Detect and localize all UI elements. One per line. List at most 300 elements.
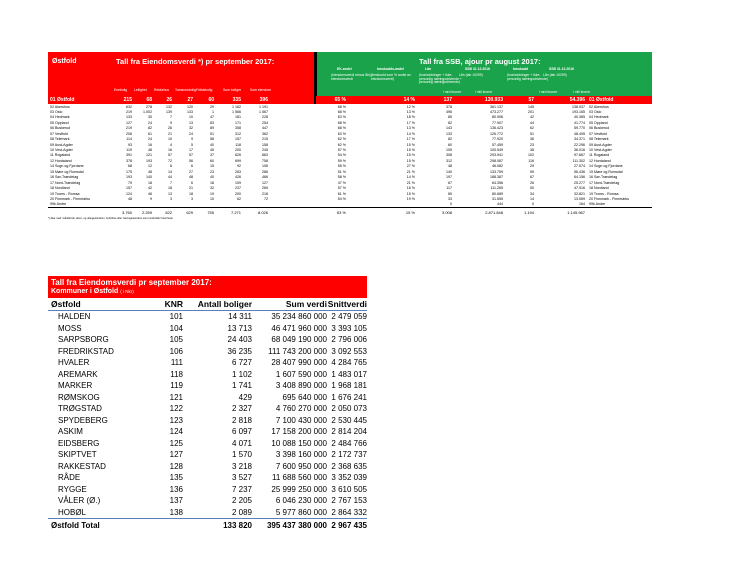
subtitle-text: Kommuner i Østfold [51, 288, 119, 295]
antall-boliger: 429 [238, 392, 252, 402]
row-name: 02 Akershus [50, 104, 70, 109]
knr: 104 [169, 323, 183, 333]
row-name: 04 Hedmark [50, 115, 70, 120]
vertical-divider [314, 52, 316, 104]
cell: 7 [170, 115, 172, 120]
cell: 24 [148, 137, 152, 142]
cell: 47.916 [574, 186, 585, 191]
cell: 3.008 [441, 209, 452, 215]
cell: 378 [446, 104, 452, 109]
table-row [48, 484, 367, 496]
cell: 34.371 [574, 137, 585, 142]
cell: 6 [191, 180, 193, 185]
eiendomsverdi-column-headers [48, 88, 314, 96]
cell: 48.495 [574, 131, 585, 136]
cell: 15 % [405, 209, 415, 215]
ssb-column-sub: (husholdninger + ikke-personlig næringsdrivende + personlig næringsdrivende) [419, 73, 462, 85]
antall-boliger: 2 205 [231, 496, 252, 505]
cell: 126.772 [490, 131, 503, 136]
cell: 40 [210, 175, 214, 180]
municipality-column-headers [48, 298, 367, 311]
row-name: 16 Sør-Trøndelag [50, 175, 79, 180]
national-sum-row [48, 207, 652, 216]
header-name: Østfold [51, 299, 81, 309]
cell: 8.026 [257, 209, 268, 215]
municipality-name: AREMARK [58, 369, 98, 379]
cell: 60 [210, 158, 214, 163]
municipality-name: VÅLER (Ø.) [58, 496, 101, 505]
cell: 14 % [406, 175, 415, 180]
cell: 42 [148, 186, 152, 191]
cell: 72 [168, 158, 172, 163]
column-header: Sum boliger [223, 88, 242, 92]
table-row [48, 392, 367, 404]
cell: 26 [530, 180, 534, 185]
cell: 57.459 [492, 142, 503, 147]
cell: 15 % [406, 148, 415, 152]
row-name-right: 09 Aust-Agder [589, 142, 612, 147]
sum-verdi: 46 471 960 000 [271, 323, 327, 333]
row-name-right: 11 Rogaland [589, 153, 610, 158]
ssb-header [317, 52, 652, 96]
ssb-title: Tall fra SSB, ajour pr august 2017: [419, 57, 541, 66]
cell: 361.137 [490, 104, 503, 109]
row-name-right: 07 Vestfold [589, 131, 607, 136]
ssb-column-sub: (husholdninger + ikke-personlig næringsdrivende) [507, 73, 549, 81]
table-row [48, 472, 367, 484]
cell: 82 [448, 137, 452, 142]
municipality-name: HOBØL [58, 507, 87, 517]
cell: 193 [126, 175, 132, 180]
cell: 1.145.967 [567, 209, 585, 215]
cell: 15 % [406, 142, 415, 147]
cell: 626 [235, 153, 241, 158]
cell: 54 % [337, 153, 346, 158]
snittverdi: 3 393 105 [331, 323, 367, 333]
ssb-column-headers [317, 66, 652, 96]
cell: 68 % [337, 104, 346, 109]
cell: 32.821 [574, 191, 585, 196]
municipality-name: EIDSBERG [58, 438, 100, 448]
cell: 15 % [406, 191, 415, 196]
cell: 68 % [337, 126, 346, 131]
header-snitt: Snittverdi [327, 299, 367, 309]
cell: 378 [126, 158, 132, 163]
municipality-name: RYGGE [58, 484, 87, 494]
cell: 466 [262, 175, 268, 180]
sum-verdi: 17 158 200 000 [271, 427, 327, 436]
row-name: 20 Finnmark - Finnmárku [50, 196, 91, 201]
cell: 30 [148, 115, 152, 120]
table-row [48, 495, 367, 507]
antall-boliger: 1 102 [231, 369, 252, 379]
cell: 10 [168, 137, 172, 142]
cell: 54 % [337, 196, 346, 201]
sum-verdi: 7 100 430 000 [275, 415, 327, 425]
antall-boliger: 36 235 [227, 346, 252, 356]
cell: 48 [189, 175, 193, 180]
table-row [48, 507, 367, 519]
row-name-right: 16 Sør-Trøndelag [589, 175, 618, 180]
ssb-column-sub: (eiendomsverdi minus lån) / eiendomsverdi [331, 73, 373, 81]
cell: 62 % [337, 142, 346, 147]
column-header: Rekkehus [154, 88, 170, 92]
cell: 93 [128, 142, 132, 147]
cell: 31.555 [492, 196, 503, 201]
cell: 117 [446, 186, 452, 191]
cell: 38 [530, 148, 534, 152]
region-label: Østfold [52, 58, 77, 65]
cell: 9 [191, 137, 193, 142]
cell: 278 [146, 104, 152, 109]
cell: 237 [235, 186, 241, 191]
cell: 13 [189, 120, 193, 125]
sum-verdi: 35 234 860 000 [271, 312, 327, 321]
cell: 663 [262, 153, 268, 158]
subtitle-unit: ( i Nkr) [120, 289, 134, 294]
cell: 755 [207, 209, 214, 215]
header-antall: Antall boliger [197, 299, 252, 309]
cell: 18 [210, 180, 214, 185]
cell: 72 [264, 196, 268, 201]
row-name: 12 Hordaland [50, 158, 72, 163]
cell: 15 % [406, 153, 415, 158]
sum-verdi: 10 088 150 000 [271, 438, 327, 448]
cell: 64.156 [574, 175, 585, 180]
knr: 127 [169, 450, 183, 459]
municipality-name: SARPSBORG [58, 335, 109, 344]
cell: 62 [237, 196, 241, 201]
row-name: 99k Andre [50, 202, 67, 207]
cell: 158 [262, 142, 268, 147]
cell: 14 % [406, 131, 415, 136]
knr: 101 [169, 312, 183, 321]
cell: 62 [530, 126, 534, 131]
sum-verdi: 6 046 230 000 [275, 496, 327, 505]
knr: 123 [169, 415, 183, 425]
cell: 140 [446, 169, 452, 174]
row-name: 09 Aust-Agder [50, 142, 73, 147]
cell: 27 % [406, 164, 415, 169]
row-name: 18 Nordland [50, 186, 70, 191]
cell: 57 [168, 153, 172, 158]
cell: 215 [262, 137, 268, 142]
cell: 13 % [406, 126, 415, 131]
cell: 473.277 [490, 109, 503, 114]
cell: 3 [191, 196, 193, 201]
antall-boliger: 133 820 [223, 520, 252, 530]
cell: 14 [168, 169, 172, 174]
knr: 111 [170, 358, 183, 367]
antall-boliger: 1 570 [231, 450, 252, 459]
cell: 67 [448, 180, 452, 185]
cell: 67 [530, 175, 534, 180]
snittverdi: 2 967 435 [331, 520, 367, 530]
cell: 699 [235, 158, 241, 163]
cell: 9 [170, 120, 172, 125]
sum-verdi: 695 640 000 [282, 392, 327, 402]
cell: 139 [166, 109, 172, 114]
cell: 181 [235, 115, 241, 120]
municipality-name: RÅDE [58, 473, 81, 482]
sum-verdi: 1 607 590 000 [275, 369, 327, 379]
cell: 9 [150, 196, 152, 201]
cell: 193 [146, 158, 152, 163]
cell: 61 % [337, 191, 346, 196]
ssb-column-header: SSB 31.12.2016 [465, 67, 490, 71]
antall-boliger: 2 818 [231, 415, 252, 425]
cell: 298.087 [490, 158, 503, 163]
cell: 13 [168, 191, 172, 196]
cell: 44 [530, 120, 534, 125]
row-name-right: 05 Oppland [589, 120, 608, 125]
cell: 29 [530, 164, 534, 169]
unit-label: i mill kroner [573, 90, 591, 94]
header-banner [48, 52, 652, 96]
cell: 23 [530, 142, 534, 147]
cell: 2.871.848 [485, 209, 503, 215]
cell: 48 [448, 164, 452, 169]
cell: 132 [166, 104, 172, 109]
table-row [48, 323, 367, 335]
cell: 120 [187, 104, 193, 109]
cell: 58 [210, 137, 214, 142]
row-name: 15 Møre og Romsdal [50, 169, 84, 174]
ssb-column-header: SSB 31.12.2016 [549, 67, 574, 71]
cell: 293.941 [490, 153, 503, 158]
cell: 105 [446, 148, 452, 152]
cell: 12 % [406, 104, 415, 109]
cell: 136.423 [490, 126, 503, 131]
cell: 13.069 [574, 196, 585, 201]
cell: 36.016 [574, 148, 585, 152]
row-name-right: 06 Buskerud [589, 126, 610, 131]
cell: 7.271 [230, 209, 241, 215]
cell: 41.774 [574, 120, 585, 125]
cell: 15 [210, 164, 214, 169]
cell: 193.165 [572, 109, 585, 114]
snittverdi: 2 767 153 [331, 496, 367, 505]
row-name: 05 Oppland [50, 120, 69, 125]
cell: 118 [235, 142, 241, 147]
cell: 19 % [406, 196, 415, 201]
cell: 17 [189, 148, 193, 152]
knr: 128 [169, 461, 183, 471]
row-name-right: 01 Østfold [589, 97, 614, 103]
cell: 36 [530, 137, 534, 142]
sum-verdi: 25 999 250 000 [271, 484, 327, 494]
snittverdi: 2 479 059 [331, 312, 367, 321]
row-name: 10 Vest-Agder [50, 148, 73, 152]
cell: 1 567 [259, 109, 268, 114]
column-header: Sum eiendom [250, 88, 271, 92]
knr: 119 [170, 381, 183, 390]
cell: 22.296 [574, 142, 585, 147]
cell: 100.549 [490, 148, 503, 152]
cell: 201 [528, 109, 534, 114]
cell: 10 [210, 196, 214, 201]
unit-label: i mill kroner [475, 90, 493, 94]
cell: 56 [189, 158, 193, 163]
cell: 145 [528, 104, 534, 109]
cell: 245 [262, 148, 268, 152]
row-name-right: 19 Troms - Romsa [589, 191, 619, 196]
cell: 64.356 [492, 180, 503, 185]
snittverdi: 2 796 006 [331, 335, 367, 344]
cell: 1.194 [523, 209, 534, 215]
sum-verdi: 7 600 950 000 [275, 461, 327, 471]
table-row [48, 311, 367, 323]
region-total-row [48, 96, 652, 104]
cell: 111.265 [490, 186, 503, 191]
cell: 632 [126, 104, 132, 109]
eiendomsverdi-header [48, 52, 314, 96]
cell: 130.933 [484, 97, 503, 103]
cell: 61 [148, 131, 152, 136]
cell: 19 [210, 191, 214, 196]
cell: 46 [148, 191, 152, 196]
cell: 5 [191, 142, 193, 147]
cell: 68 % [337, 120, 346, 125]
county-table [48, 52, 652, 220]
table-row [48, 461, 367, 473]
municipality-title: Tall fra Eiendomsverdi pr september 2017: [51, 278, 212, 287]
cell: 2.259 [141, 209, 152, 215]
row-name-right: 99k Andre [589, 202, 606, 207]
cell: 1 566 [232, 109, 241, 114]
cell: 27 [187, 97, 193, 103]
header-knr: KNR [164, 299, 183, 309]
cell: 127 [126, 120, 132, 125]
cell: 59 % [337, 158, 346, 163]
cell: 269 [262, 186, 268, 191]
antall-boliger: 3 527 [231, 473, 252, 482]
cell: 206 [126, 131, 132, 136]
sum-verdi: 68 049 190 000 [271, 335, 327, 344]
snittverdi: 1 676 241 [331, 392, 367, 402]
row-name-right: 20 Finnmark - Finnmárku [589, 196, 630, 201]
cell: 124 [126, 191, 132, 196]
cell: 16 % [406, 186, 415, 191]
sum-verdi: 3 408 890 000 [275, 381, 327, 390]
row-name: 14 Sogn og Fjordane [50, 164, 84, 169]
cell: 21 [189, 186, 193, 191]
municipality-name: FREDRIKSTAD [58, 346, 114, 356]
snittverdi: 4 284 765 [331, 358, 367, 367]
cell: 138.937 [572, 104, 585, 109]
cell: 27.574 [574, 164, 585, 169]
cell: 55 % [337, 164, 346, 169]
cell: 6 [191, 164, 193, 169]
cell: 10 [189, 115, 193, 120]
ssb-column-header: Innskudd [513, 67, 529, 71]
cell: 51 [530, 131, 534, 136]
cell: 15 % [406, 158, 415, 163]
cell: 56.436 [574, 169, 585, 174]
antall-boliger: 14 311 [228, 312, 252, 321]
cell: 18 [148, 180, 152, 185]
cell: 54.396 [569, 97, 585, 103]
sum-verdi: 111 743 200 000 [268, 346, 327, 356]
cell: 758 [262, 158, 268, 163]
municipality-name: Østfold Total [51, 520, 100, 530]
cell: 33 [448, 196, 452, 201]
cell: 119 [126, 148, 132, 152]
cell: 17 % [406, 137, 415, 142]
cell: 42 [530, 115, 534, 120]
cell: 496 [446, 109, 452, 114]
antall-boliger: 6 097 [231, 427, 252, 436]
table-row [48, 357, 367, 369]
municipality-total-row [48, 518, 367, 531]
cell: 133 [126, 115, 132, 120]
cell: 175 [126, 169, 132, 174]
cell: 63 % [337, 131, 346, 136]
cell: 0 [532, 202, 534, 207]
municipality-name: MARKER [58, 381, 93, 390]
cell: 396 [259, 97, 268, 103]
municipality-rows [48, 311, 367, 518]
cell: 21 [168, 131, 172, 136]
knr: 106 [169, 346, 183, 356]
cell: 17 % [406, 120, 415, 125]
cell: 18 [168, 186, 172, 191]
knr: 124 [169, 427, 183, 436]
snittverdi: 2 050 073 [331, 404, 367, 413]
column-header: Tomannsbolig [175, 88, 196, 92]
cell: 218 [262, 191, 268, 196]
cell: 197 [446, 175, 452, 180]
knr: 137 [169, 496, 183, 505]
cell: 228 [262, 115, 268, 120]
row-name-right: 03 Oslo [589, 109, 602, 114]
ssb-column-header: Lån [425, 67, 432, 71]
cell: 57 [528, 97, 534, 103]
cell: 82 [448, 120, 452, 125]
cell: 4 [170, 142, 172, 147]
row-name: 08 Telemark [50, 137, 70, 142]
snittverdi: 2 484 766 [331, 438, 367, 448]
municipality-table [48, 276, 367, 531]
municipality-name: ASKIM [58, 427, 83, 436]
municipality-name: MOSS [58, 323, 82, 333]
cell: 37 [210, 153, 214, 158]
table-row [48, 438, 367, 450]
cell: 47 [210, 115, 214, 120]
cell: 79 [128, 180, 132, 185]
cell: 109 [235, 180, 241, 185]
cell: 45 [210, 148, 214, 152]
cell: 48 [148, 148, 152, 152]
cell: 18 [189, 191, 193, 196]
row-name-right: 17 Nord-Trøndelag [589, 180, 620, 185]
municipality-name: SPYDEBERG [58, 415, 108, 425]
cell: 48 [128, 196, 132, 201]
municipality-name: RAKKESTAD [58, 461, 106, 471]
municipality-subtitle [51, 288, 134, 295]
cell: 62 % [337, 137, 346, 142]
cell: 137 [443, 97, 452, 103]
cell: 65 % [334, 97, 346, 103]
cell: 1 162 [232, 104, 241, 109]
cell: 219 [126, 109, 132, 114]
cell: 447 [262, 126, 268, 131]
row-name: 01 Østfold [50, 97, 75, 103]
ssb-column-sub: (innskudd som % andel av eiendomsverdi) [371, 73, 411, 81]
row-name-right: 08 Telemark [589, 137, 609, 142]
row-name: 06 Buskerud [50, 126, 71, 131]
snittverdi: 2 864 332 [331, 507, 367, 517]
